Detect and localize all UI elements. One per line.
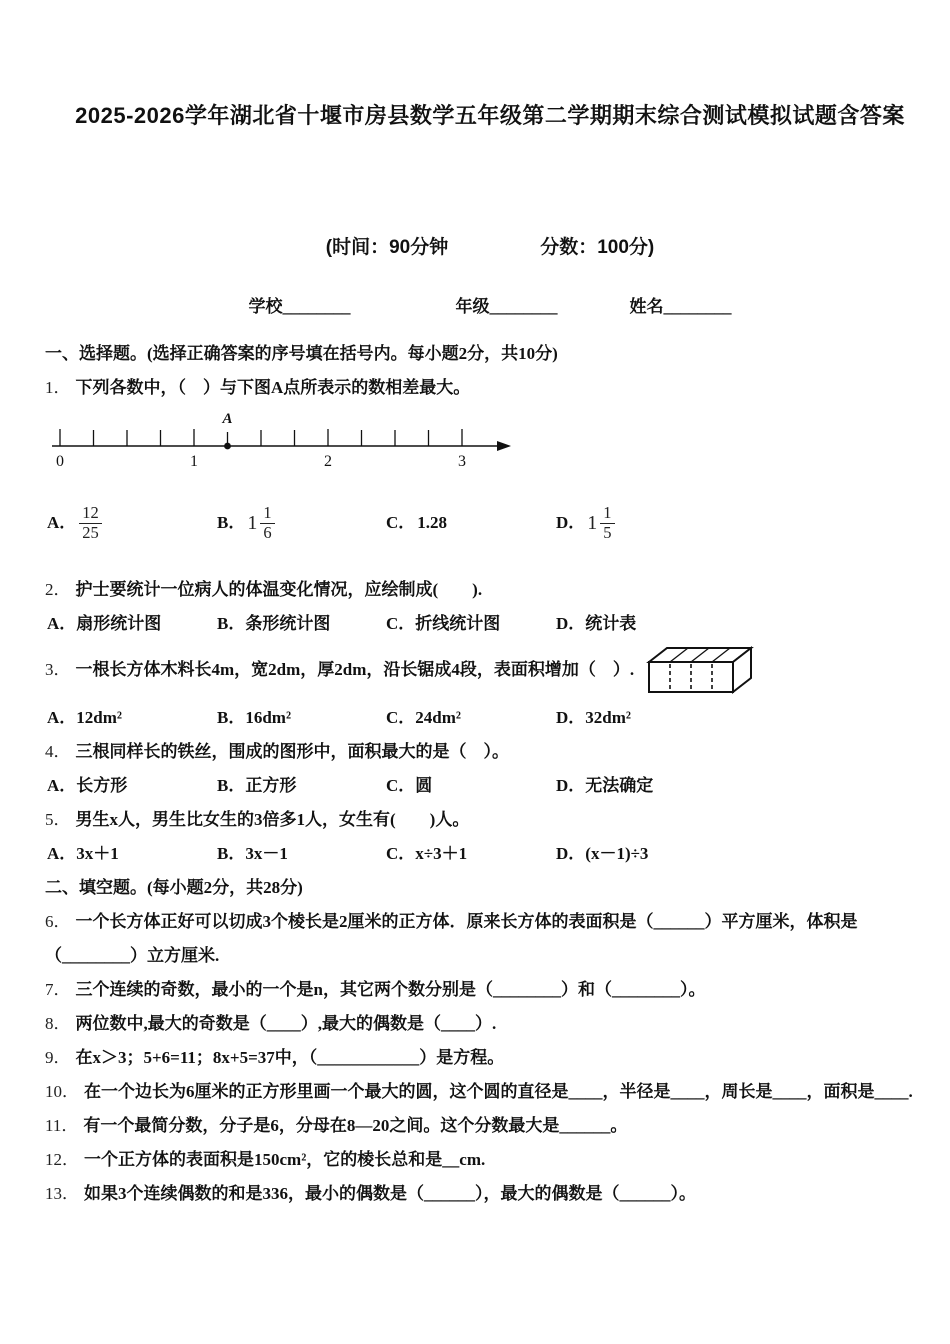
q1-number: 1． [45,378,71,397]
q1-option-d-whole: 1 [587,512,598,534]
q7 [45,973,935,1007]
q3-options [45,701,935,735]
q1-option-c [386,506,556,540]
numberline-arrow [497,441,511,451]
q3-number: 3． [45,660,71,679]
q3-option-d: D．32dm² [556,708,631,727]
q2-option-a: A．扇形统计图 [47,614,162,633]
q4-text: 三根同样长的铁丝，围成的图形中，面积最大的是（ ）。 [75,742,509,761]
q3-text: 一根长方体木料长4m，宽2dm，厚2dm，沿长锯成4段，表面积增加（ ）. [75,660,635,679]
q1-option-b-fraction: $\frac{1}{6}$ [260,504,274,543]
q2-options [45,607,935,641]
q4-option-c: C．圆 [386,776,433,795]
q7-number: 7． [45,980,71,999]
numberline-ticks [60,429,462,446]
cuboid-figure [646,645,756,695]
name-blank: 姓名________ [629,297,732,316]
q2-option-c: C．折线统计图 [386,614,501,633]
q5-option-d: D．(x－1)÷3 [556,844,649,863]
q9 [45,1041,935,1075]
q1-option-b-letter: B． [217,513,246,532]
student-info-row [45,292,935,317]
q8-number: 8． [45,1014,71,1033]
q1-option-a [47,504,217,543]
section1-heading: 一、选择题。(选择正确答案的序号填在括号内。每小题2分，共10分) [45,344,558,363]
q2-text: 护士要统计一位病人的体温变化情况，应绘制成( ). [75,580,483,599]
q10-number: 10． [45,1082,79,1101]
q4-option-d: D．无法确定 [556,776,654,795]
q8-text: 两位数中,最大的奇数是（____）,最大的偶数是（____）. [75,1014,497,1033]
numberline-figure [50,409,935,471]
q2-number: 2． [45,580,71,599]
page-title: 2025-2026学年湖北省十堰市房县数学五年级第二学期期末综合测试模拟试题含答案 [75,103,905,128]
q1-option-a-letter: A． [47,513,77,532]
q12-text: 一个正方体的表面积是150cm²，它的棱长总和是__cm. [84,1150,486,1169]
q11 [45,1109,935,1143]
q11-text: 有一个最简分数，分子是6，分母在8—20之间。这个分数最大是______。 [83,1116,628,1135]
q1-option-a-fraction: $\frac{12}{25}$ [79,504,102,543]
q5-option-b: B．3x－1 [217,844,288,863]
q4-stem [45,735,935,769]
q1-option-d-letter: D． [556,513,586,532]
q1-options [45,491,935,555]
tick-label-2: 2 [324,453,332,470]
q5-stem [45,803,935,837]
q5-number: 5． [45,810,71,829]
q4-number: 4． [45,742,71,761]
q13-number: 13． [45,1184,79,1203]
point-a-dot [224,443,231,450]
q10-text: 在一个边长为6厘米的正方形里画一个最大的圆，这个圆的直径是____，半径是____，周长是____，面积是____. [84,1082,913,1101]
exam-body [45,337,935,1211]
q5-options [45,837,935,871]
q6-number: 6． [45,912,71,931]
q6 [45,905,935,973]
q3-option-c: C．24dm² [386,708,461,727]
q5-option-c: C．x÷3＋1 [386,844,468,863]
q11-number: 11． [45,1116,79,1135]
q3-option-b: B．16dm² [217,708,292,727]
q12 [45,1143,935,1177]
q9-text: 在x＞3；5+6=11；8x+5=37中，（____________）是方程。 [75,1048,505,1067]
q6-text: 一个长方体正好可以切成3个棱长是2厘米的正方体．原来长方体的表面积是（______）平方厘米，体积是（________）立方厘米. [45,912,858,965]
q12-number: 12． [45,1150,79,1169]
q1-option-b-whole: 1 [247,512,258,534]
q2-option-b: B．条形统计图 [217,614,331,633]
q5-text: 男生x人，男生比女生的3倍多1人，女生有( )人。 [75,810,470,829]
q1-option-d [556,504,935,543]
q13-text: 如果3个连续偶数的和是336，最小的偶数是（______），最大的偶数是（______）。 [84,1184,696,1203]
q4-options [45,769,935,803]
q1-stem [45,371,935,405]
q3-stem [45,653,634,687]
q8 [45,1007,935,1041]
q1-option-d-fraction: $\frac{1}{5}$ [600,504,614,543]
q4-option-b: B．正方形 [217,776,297,795]
grade-blank: 年级________ [455,297,558,316]
q3-option-a: A．12dm² [47,708,122,727]
q5-option-a: A．3x＋1 [47,844,119,863]
q1-option-b [217,504,386,543]
time-score-line [45,232,935,259]
q13 [45,1177,935,1211]
section2-heading: 二、填空题。(每小题2分，共28分) [45,878,303,897]
point-a-label: A [222,411,233,427]
q1-option-c-letter: C． [386,513,416,532]
score-label: 分数：100分) [540,237,655,258]
q2-option-d: D．统计表 [556,614,637,633]
tick-label-0: 0 [56,453,64,470]
q1-option-c-value: 1.28 [417,513,448,532]
tick-label-1: 1 [190,453,198,470]
q1-text: 下列各数中，（ ）与下图A点所表示的数相差最大。 [75,378,471,397]
q4-option-a: A．长方形 [47,776,128,795]
q2-stem [45,573,935,607]
school-blank: 学校________ [248,297,351,316]
q9-number: 9． [45,1048,71,1067]
tick-label-3: 3 [458,453,466,470]
q10 [45,1075,935,1109]
q7-text: 三个连续的奇数，最小的一个是n，其它两个数分别是（________）和（________）。 [75,980,706,999]
time-label: (时间：90分钟 [325,237,449,258]
q3-stem-row [45,645,935,695]
